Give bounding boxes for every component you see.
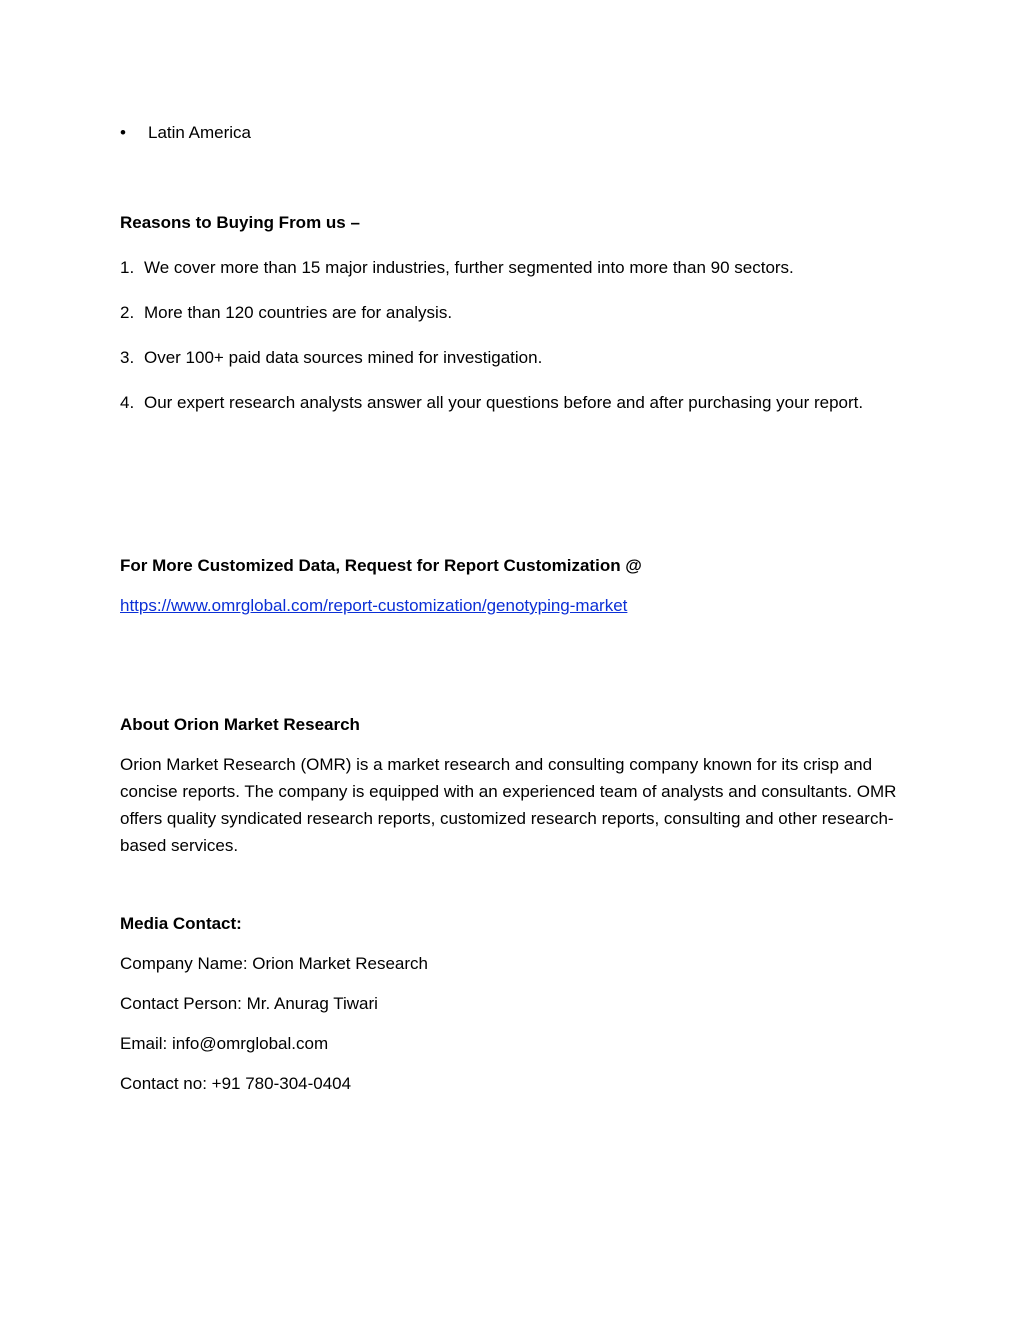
reason-number: 1. (120, 258, 135, 277)
reason-text: Our expert research analysts answer all your questions before and after purchasing your report. (144, 393, 864, 412)
contact-person: Contact Person: Mr. Anurag Tiwari (120, 994, 378, 1013)
reason-text: We cover more than 15 major industries, further segmented into more than 90 sectors. (144, 258, 794, 277)
reason-item-2 (120, 299, 452, 326)
reason-number: 2. (120, 303, 135, 322)
reason-item-1 (120, 254, 794, 281)
reason-text: Over 100+ paid data sources mined for investigation. (144, 348, 543, 367)
reason-number: 4. (120, 393, 135, 412)
media-contact-heading: Media Contact: (120, 914, 242, 933)
company-name: Company Name: Orion Market Research (120, 954, 429, 973)
contact-phone: Contact no: +91 780-304-0404 (120, 1074, 352, 1093)
reason-item-4 (120, 389, 880, 416)
bullet-text: Latin America (148, 123, 251, 142)
contact-email: Email: info@omrglobal.com (120, 1034, 329, 1053)
about-body: Orion Market Research (OMR) is a market research and consulting company known for its crisp and concise reports. The company is equipped with an experienced team of analysts and consultants. OMR offers quality syndicated research reports, customized research reports, consulting and other research-based services. (120, 755, 897, 855)
bullet-list-item (120, 119, 251, 146)
reason-text: More than 120 countries are for analysis. (144, 303, 453, 322)
about-heading: About Orion Market Research (120, 715, 360, 734)
customization-link[interactable]: https://www.omrglobal.com/report-customization/genotyping-market (120, 596, 628, 615)
customization-heading: For More Customized Data, Request for Report Customization @ (120, 556, 642, 575)
reasons-heading: Reasons to Buying From us – (120, 213, 360, 232)
reason-item-3 (120, 344, 542, 371)
bullet-symbol: • (120, 123, 126, 142)
reason-number: 3. (120, 348, 135, 367)
